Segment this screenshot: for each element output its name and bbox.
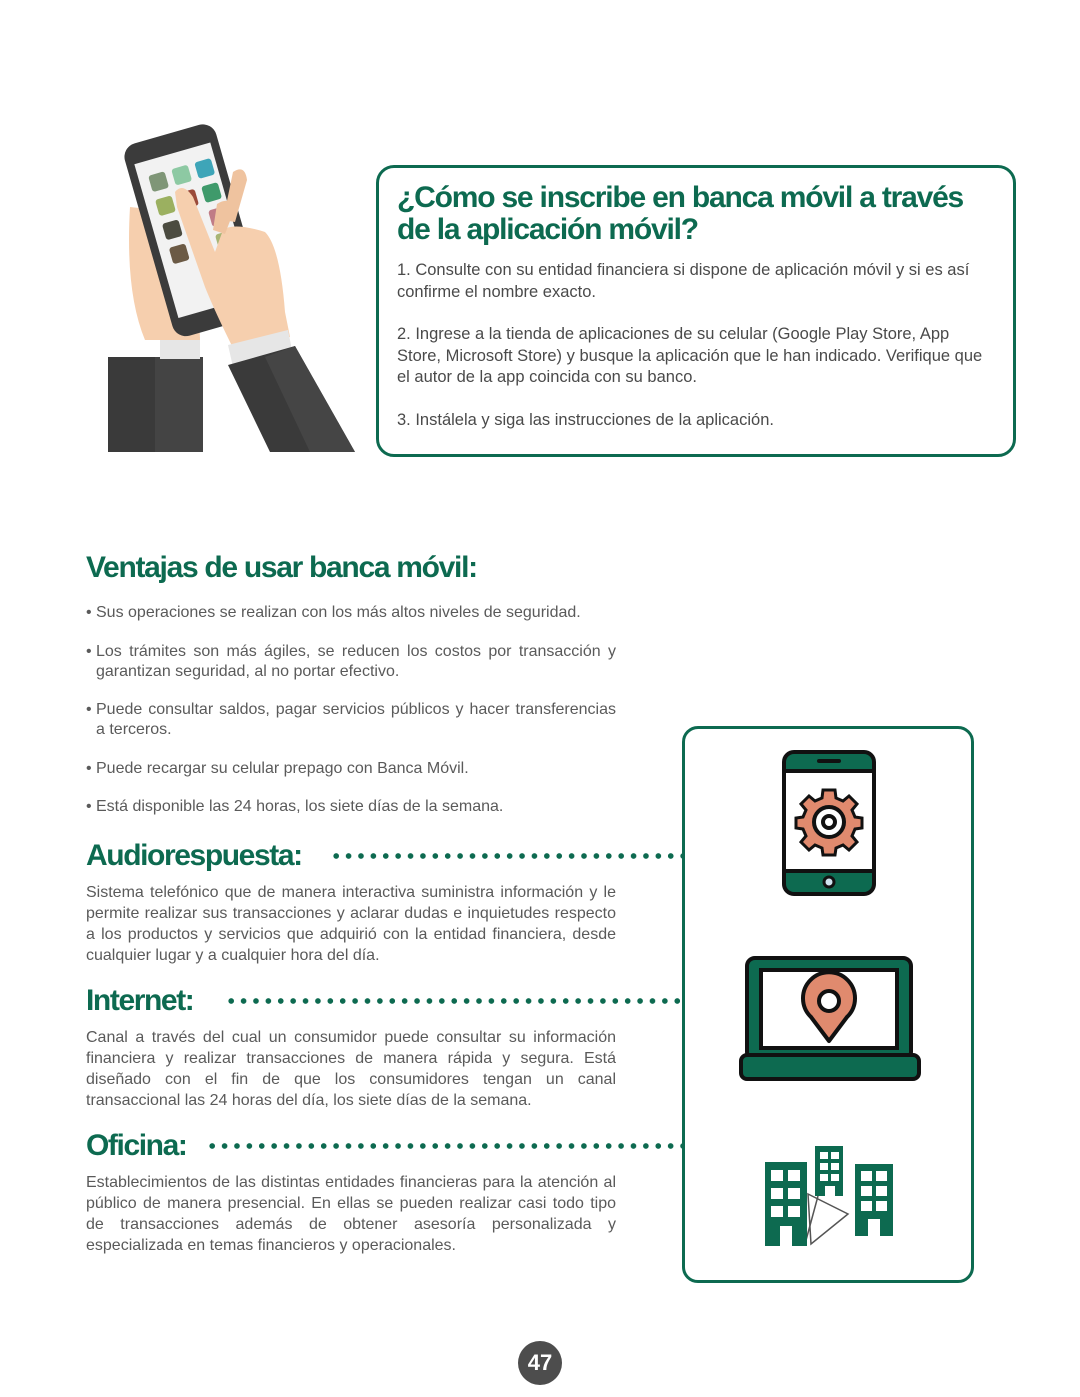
channel-description: Canal a través del cual un consumidor puede consultar su información financiera y realizar transacciones de manera rápida y segura. Está diseñado con el fin de que los consumidores tengan un canal transaccional las 24 horas del día, los siete días de la semana. [86,1029,616,1109]
advantage-item: • Los trámites son más ágiles, se reducen los costos por transacción y garantizan seguridad, al no portar efectivo. [86,642,616,680]
howto-step-1: 1. Consulte con su entidad financiera si dispone de aplicación móvil y si es así confirme el nombre exacto. [397,261,970,301]
channel-description: Sistema telefónico que de manera interactiva suministra información y le permite realizar sus transacciones y aclarar dudas e inquietudes respecto a los productos y servicios que adquirió con la entidad financiera, desde cualquier lugar y a cualquier hora del día. [86,884,616,964]
channel-description: Establecimientos de las distintas entidades financieras para la atención al público de manera presencial. En ellas se pueden realizar casi todo tipo de transacciones además de obtener asesoría personalizada y especializada en temas financieros y operacionales. [86,1174,616,1254]
laptop-location-pin-icon [739,955,921,1083]
advantage-item: • Puede consultar saldos, pagar servicios públicos y hacer transferencias a terceros. [86,701,616,738]
channel-icons-panel [682,726,974,1283]
channel-oficina [86,1128,686,1256]
dotted-connector [225,997,686,1005]
page-number-badge: 47 [518,1341,562,1385]
bullet-icon: • [86,604,92,621]
howto-title: ¿Cómo se inscribe en banca móvil a través de la aplicación móvil? [397,181,964,246]
dotted-connector [206,1142,686,1150]
bullet-icon: • [86,759,92,777]
channel-title: Audiorespuesta: [86,839,302,872]
advantages-list [86,603,616,836]
advantage-item: • Sus operaciones se realizan con los más altos niveles de seguridad. [86,604,581,621]
bullet-icon: • [86,798,92,815]
bullet-icon: • [86,642,92,660]
hands-smartphone-illustration [105,112,360,457]
channel-title: Internet: [86,984,194,1017]
smartphone-gear-icon [781,749,877,897]
channel-audiorespuesta [86,838,686,966]
howto-step-2: 2. Ingrese a la tienda de aplicaciones de su celular (Google Play Store, App Store, Microsoft Store) y busque la aplicación que le han indicado. Verifique que el autor de la app coincida con su banco. [397,325,983,386]
channel-title: Oficina: [86,1129,187,1162]
office-buildings-icon [763,1144,895,1248]
advantage-item: • Puede recargar su celular prepago con Banca Móvil. [86,759,469,777]
advantages-title: Ventajas de usar banca móvil: [86,551,477,584]
howto-step-3: 3. Instálela y siga las instrucciones de la aplicación. [397,410,774,429]
advantage-item: • Está disponible las 24 horas, los siete días de la semana. [86,798,504,815]
dotted-connector [330,852,686,860]
bullet-icon: • [86,701,92,718]
channel-internet [86,983,686,1111]
howto-card [376,165,1016,457]
